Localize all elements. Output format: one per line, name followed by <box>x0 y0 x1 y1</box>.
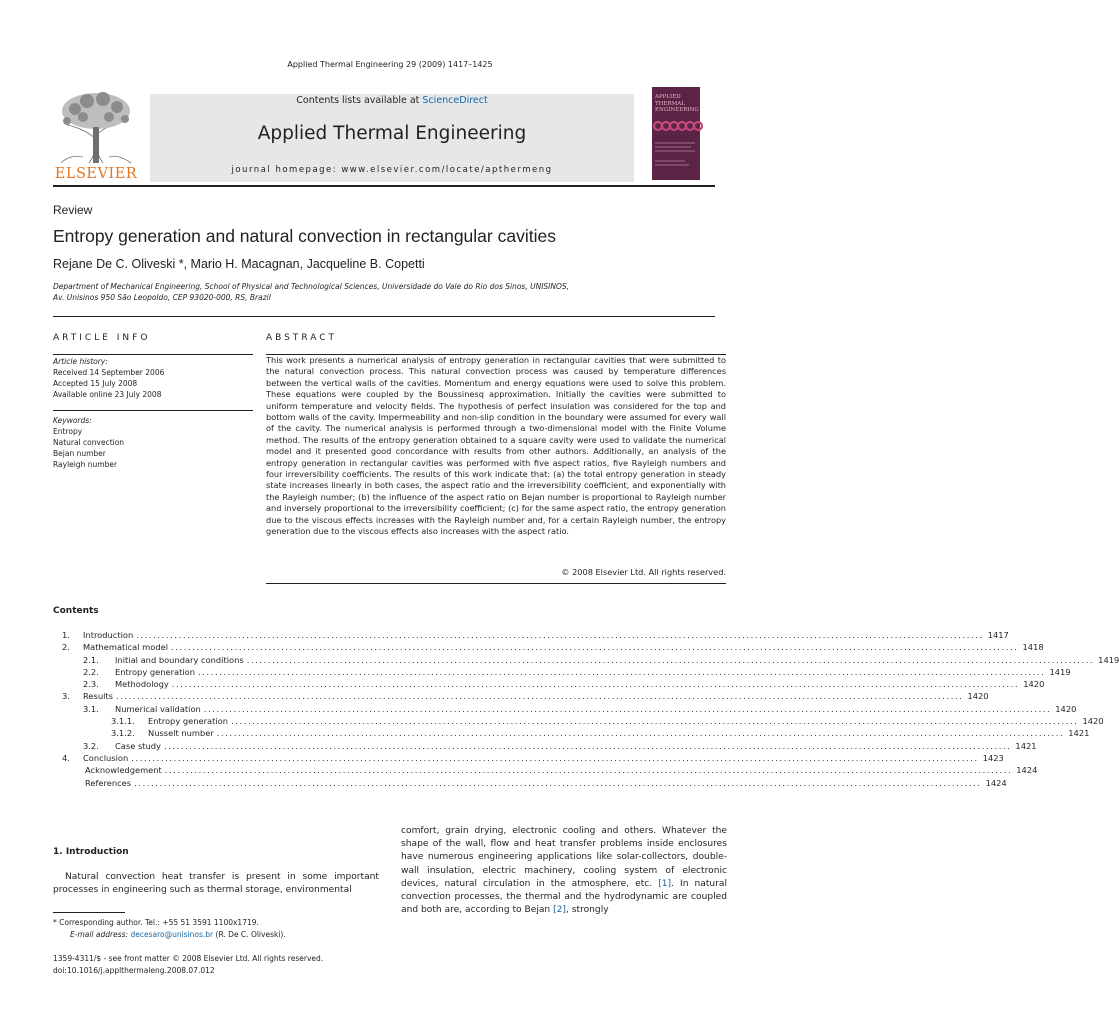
toc-number: 3.1. <box>83 703 99 714</box>
toc-leader-dots: ........................................................................................................................................................................................................ <box>134 777 982 788</box>
toc-leader-dots: ........................................................................................................................................................................................................ <box>163 740 1012 751</box>
toc-entry[interactable] <box>53 764 1038 776</box>
toc-title: Results <box>83 691 113 702</box>
toc-page-number: 1424 <box>1016 765 1038 776</box>
toc-number: 3.1.1. <box>111 716 135 727</box>
contents-prefix: Contents lists available at <box>296 95 423 106</box>
journal-citation: Applied Thermal Engineering 29 (2009) 1417–1425 <box>287 60 493 69</box>
toc-entry[interactable] <box>53 777 1007 789</box>
article-info-rule <box>53 354 253 355</box>
keywords-rule <box>53 410 253 411</box>
toc-number: 2.2. <box>83 666 99 677</box>
toc-page-number: 1420 <box>1023 679 1045 690</box>
toc-page-number: 1421 <box>1068 728 1090 739</box>
toc-number: 1. <box>62 630 70 640</box>
toc-page-number: 1424 <box>985 777 1007 788</box>
article-authors: Rejane De C. Oliveski *, Mario H. Macagnan, Jacqueline B. Copetti <box>53 257 425 271</box>
elsevier-logo[interactable] <box>53 87 139 182</box>
email-label: E-mail address: <box>70 930 129 939</box>
article-history <box>53 357 253 400</box>
elsevier-wordmark: ELSEVIER <box>54 166 138 182</box>
toc-title: Numerical validation <box>115 703 201 714</box>
email-link[interactable]: decesaro@unisinos.br <box>130 930 214 939</box>
toc-page-number: 1423 <box>982 752 1004 763</box>
toc-title: Case study <box>115 740 161 751</box>
toc-page-number: 1421 <box>1015 740 1037 751</box>
toc-entry[interactable] <box>53 715 1104 727</box>
article-type: Review <box>53 203 93 217</box>
toc-title: Conclusion <box>83 752 129 763</box>
toc-entry[interactable] <box>53 740 1037 752</box>
toc-number: 2.3. <box>83 679 99 690</box>
cover-title: APPLIED THERMAL ENGINEERING <box>655 94 699 113</box>
toc-page-number: 1420 <box>1055 703 1077 714</box>
toc-page-number: 1419 <box>1098 654 1119 665</box>
toc-number: 2. <box>62 642 70 653</box>
toc-leader-dots: ........................................................................................................................................................................................................ <box>203 703 1052 714</box>
keywords-block <box>53 416 253 470</box>
toc-entry[interactable] <box>53 629 1009 641</box>
toc-title: Methodology <box>115 679 169 690</box>
introduction-paragraph-left: Natural convection heat transfer is present in some important processes in engineering such as thermal storage, environmental <box>53 872 379 896</box>
toc-title: Entropy generation <box>115 666 195 677</box>
toc-number: 3.1.2. <box>111 728 135 739</box>
elsevier-tree-icon <box>53 87 139 165</box>
history-received: Received 14 September 2006 <box>53 368 165 377</box>
table-of-contents <box>53 629 1119 789</box>
toc-number: 3.2. <box>83 740 99 751</box>
toc-entry[interactable] <box>53 654 1119 666</box>
toc-number: 3. <box>62 691 70 702</box>
journal-banner <box>53 87 700 182</box>
section-rule <box>53 316 715 317</box>
cover-text-lines <box>655 141 697 171</box>
reference-link[interactable]: [1] <box>658 878 672 889</box>
toc-title: Entropy generation <box>148 716 228 727</box>
toc-leader-dots: ........................................................................................................................................................................................................ <box>216 728 1065 739</box>
abstract-text: This work presents a numerical analysis of entropy generation in rectangular cavities that were submitted to the natural convection process. This natural convection process was caused by temperature differences between the vertical walls of the cavities. Momentum and energy equations were used to solve this problem. These equations were coupled by the Boussinesq approximation. Initially the cavities were submitted to uniform temperature and velocity fields. The hypothesis of perfect insulation was considered for the top and bottom walls of the cavity. Impermeability and non-slip condition in the boundary were assumed for every wall of the cavity. The numerical analysis is performed through a two-dimensional model with the Finite Volume method. The results of the entropy generation obtained to a square cavity were used to validate the numerical model and it presented good concordance with results from other authors. Additionally, an analysis of the entropy generation in rectangular cavities was performed with five aspect ratios, five Rayleigh numbers and four irreversibility coefficients. The results of this work indicate that: (a) the total entropy generation in steady state increases linearly in both cases, the aspect ratio and the irreversibility coefficient, and exponentially with the Rayleigh number; (b) the influence of the aspect ratio on Bejan number is proportional to Rayleigh number and inversely proportional to the irreversibility coefficient; (c) for the same aspect ratio, the entropy generation due to the viscous effects increases with the Rayleigh number and, for a certain Rayleigh number, the entropy generation due to the viscous effects also increases with the aspect ratio. <box>266 355 726 537</box>
journal-homepage[interactable]: journal homepage: www.elsevier.com/locate/apthermeng <box>231 165 553 175</box>
history-accepted: Accepted 15 July 2008 <box>53 379 138 388</box>
toc-leader-dots: ........................................................................................................................................................................................................ <box>246 654 1095 665</box>
toc-number: 4. <box>62 752 70 763</box>
toc-title: Acknowledgement <box>85 765 162 776</box>
email-note <box>70 930 286 939</box>
introduction-heading: 1. Introduction <box>53 847 129 857</box>
contents-available-line <box>150 95 634 106</box>
keyword: Entropy <box>53 427 83 436</box>
corresponding-author-note: * Corresponding author. Tel.: +55 51 3591 1100x1719. <box>53 918 259 927</box>
abstract-bottom-rule <box>266 583 726 584</box>
keyword: Natural convection <box>53 438 125 447</box>
keyword: Bejan number <box>53 449 106 458</box>
toc-leader-dots: ........................................................................................................................................................................................................ <box>171 679 1020 690</box>
toc-leader-dots: ........................................................................................................................................................................................................ <box>171 642 1019 653</box>
toc-page-number: 1420 <box>967 691 989 702</box>
introduction-paragraph-right: comfort, grain drying, electronic cooling and others. Whatever the shape of the wall, flow and heat transfer problems inside enclosures have numerous engineering applications like solar-collectors, double-wall insulation, electric machinery, cooling system of electronic devices, natural circulation in the atmosphere, etc. [1]. In natural convection processes, the thermal and the hydrodynamic are coupled and both are, according to Bejan [2], strongly <box>401 826 727 916</box>
author-affiliation: Department of Mechanical Engineering, School of Physical and Technological Sciences, Universidade do Vale do Rio dos Sinos, UNISINOS, Av. Unisinos 950 São Leopoldo, CEP 93020-000, RS, Brazil <box>53 282 570 302</box>
toc-entry[interactable] <box>53 752 1004 764</box>
article-title: Entropy generation and natural convection in rectangular cavities <box>53 226 556 246</box>
sciencedirect-link[interactable]: ScienceDirect <box>422 95 488 106</box>
toc-entry[interactable] <box>53 641 1044 653</box>
toc-entry[interactable] <box>53 678 1045 690</box>
keywords-label: Keywords: <box>53 416 92 425</box>
toc-entry[interactable] <box>53 666 1071 678</box>
toc-entry[interactable] <box>53 727 1090 739</box>
toc-title: Introduction <box>83 630 134 640</box>
toc-leader-dots: ........................................................................................................................................................................................................ <box>198 666 1046 677</box>
toc-entry[interactable] <box>53 690 989 702</box>
toc-number: 2.1. <box>83 654 99 665</box>
email-suffix: (R. De C. Oliveski). <box>213 930 286 939</box>
history-online: Available online 23 July 2008 <box>53 390 162 399</box>
toc-entry[interactable] <box>53 703 1077 715</box>
toc-title: Mathematical model <box>83 642 169 653</box>
issn-line: 1359-4311/$ - see front matter © 2008 Elsevier Ltd. All rights reserved. <box>53 954 324 963</box>
article-info-heading: ARTICLE INFO <box>53 333 151 343</box>
reference-link[interactable]: [2] <box>553 905 566 916</box>
toc-leader-dots: ........................................................................................................................................................................................................ <box>115 691 964 702</box>
journal-cover-thumbnail[interactable] <box>652 87 700 180</box>
journal-name: Applied Thermal Engineering <box>257 123 527 144</box>
abstract-heading: ABSTRACT <box>266 333 338 343</box>
history-label: Article history: <box>53 357 108 366</box>
toc-page-number: 1418 <box>1022 642 1044 653</box>
toc-title: References <box>85 777 132 788</box>
toc-page-number: 1417 <box>987 630 1009 640</box>
toc-title: Nusselt number <box>148 728 214 739</box>
abstract-copyright: © 2008 Elsevier Ltd. All rights reserved. <box>561 567 726 577</box>
toc-leader-dots: ........................................................................................................................................................................................................ <box>164 765 1013 776</box>
toc-page-number: 1419 <box>1049 666 1071 677</box>
journal-masthead <box>150 94 634 182</box>
header-rule <box>53 185 715 187</box>
footnote-rule <box>53 912 125 913</box>
doi-line[interactable]: doi:10.1016/j.applthermaleng.2008.07.012 <box>53 966 215 975</box>
toc-leader-dots: ........................................................................................................................................................................................................ <box>136 630 984 640</box>
toc-leader-dots: ........................................................................................................................................................................................................ <box>131 752 979 763</box>
toc-leader-dots: ........................................................................................................................................................................................................ <box>231 716 1079 727</box>
toc-page-number: 1420 <box>1082 716 1104 727</box>
contents-heading: Contents <box>53 606 99 616</box>
cover-rings-graphic <box>652 120 700 132</box>
toc-title: Initial and boundary conditions <box>115 654 244 665</box>
keyword: Rayleigh number <box>53 460 118 469</box>
